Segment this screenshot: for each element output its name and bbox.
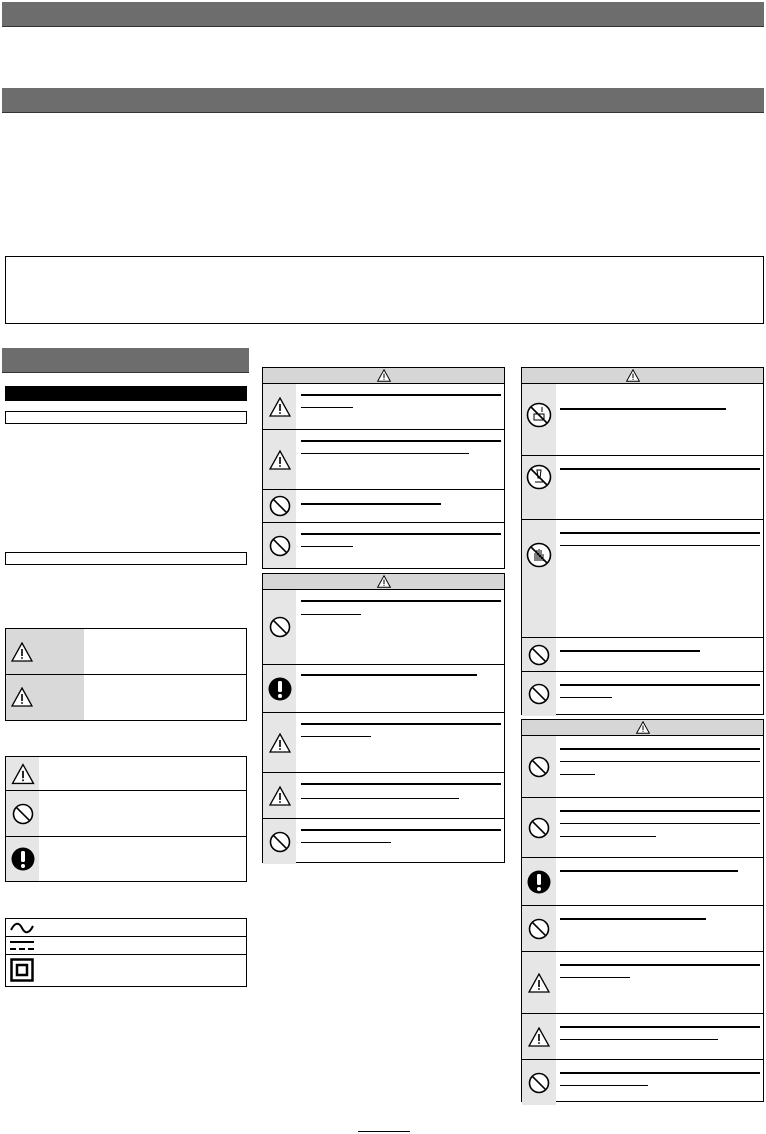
icon-cell — [522, 906, 556, 951]
underline-rule — [560, 870, 738, 872]
warning-triangle-icon — [269, 397, 291, 417]
icon-cell — [263, 430, 296, 489]
dc-symbol-icon — [9, 939, 35, 953]
caution-panel-1 — [262, 573, 505, 863]
prohibition-circle-icon — [269, 535, 291, 557]
symbol-row-double-insulation — [6, 955, 246, 986]
symbol-table — [5, 756, 247, 882]
no-touch-hand-icon — [526, 542, 552, 568]
panel-header — [522, 720, 763, 736]
underline-rule — [560, 1072, 760, 1074]
symbol-row-ac — [6, 919, 246, 937]
icon-cell — [522, 672, 556, 716]
underline-rule — [301, 440, 501, 442]
underline-rule — [560, 532, 760, 534]
underline-rule — [301, 723, 501, 725]
panel-header — [263, 368, 504, 384]
mandatory-exclamation-icon — [11, 847, 35, 871]
underline-rule — [301, 783, 501, 785]
warning-triangle-icon — [626, 369, 640, 382]
underline-rule — [560, 1085, 648, 1086]
warning-triangle-icon — [11, 763, 35, 784]
icon-cell — [263, 665, 296, 712]
underline-rule — [301, 842, 391, 843]
panel-row — [522, 736, 763, 798]
icon-cell — [263, 773, 296, 818]
panel-row — [522, 1014, 763, 1060]
prohibition-circle-icon — [269, 616, 291, 638]
underline-rule — [301, 394, 501, 396]
underline-rule — [560, 545, 760, 546]
underline-rule — [301, 614, 361, 615]
signal-row-warning — [6, 629, 246, 675]
signal-word-table — [5, 628, 247, 721]
symbol-row-mandatory — [6, 837, 246, 881]
panel-row — [263, 819, 504, 864]
panel-row — [263, 773, 504, 819]
icon-cell — [522, 952, 556, 1013]
underline-rule — [560, 823, 760, 824]
symbol-row-prohibition — [6, 791, 246, 837]
double-insulation-icon — [10, 958, 34, 982]
panel-header — [522, 368, 763, 384]
prohibition-circle-icon — [528, 756, 550, 778]
icon-cell — [263, 490, 296, 522]
icon-cell — [263, 590, 296, 664]
subheading-box-2 — [5, 552, 247, 565]
panel-row — [522, 456, 763, 520]
panel-row — [522, 1060, 763, 1105]
underline-rule — [560, 810, 760, 812]
panel-row — [263, 523, 504, 568]
signal-label-cell — [6, 629, 84, 674]
safety-black-bar — [5, 386, 247, 401]
panel-row — [263, 384, 504, 430]
prohibition-circle-icon — [12, 803, 34, 825]
underline-rule — [301, 600, 501, 602]
underline-rule — [560, 761, 760, 762]
subheading-box-1 — [5, 411, 247, 424]
no-water-icon — [526, 402, 552, 428]
underline-rule — [560, 697, 612, 698]
warning-triangle-icon — [528, 973, 550, 993]
underline-rule — [560, 1026, 760, 1028]
panel-row — [522, 638, 763, 672]
warning-triangle-icon — [636, 721, 650, 734]
warning-panel-2 — [521, 367, 764, 715]
underline-rule — [301, 407, 353, 408]
prohibition-circle-icon — [528, 1072, 550, 1094]
icon-cell — [6, 837, 39, 881]
panel-row — [522, 858, 763, 906]
underline-rule — [301, 546, 353, 547]
underline-rule — [560, 977, 630, 978]
warning-triangle-icon — [11, 642, 33, 662]
underline-rule — [301, 736, 371, 737]
warning-triangle-icon — [528, 1027, 550, 1047]
warning-triangle-icon — [377, 369, 391, 382]
warning-triangle-icon — [269, 733, 291, 753]
icon-cell — [522, 1014, 556, 1059]
icon-cell — [522, 520, 556, 637]
underline-rule — [560, 748, 760, 750]
underline-rule — [560, 650, 700, 652]
panel-row — [522, 906, 763, 952]
warning-triangle-icon — [11, 687, 33, 707]
panel-row — [263, 590, 504, 665]
panel-row — [263, 430, 504, 490]
panel-row — [263, 490, 504, 523]
caution-panel-2 — [521, 719, 764, 1102]
warning-triangle-icon — [269, 450, 291, 470]
no-disassembly-icon — [526, 464, 552, 490]
prohibition-circle-icon — [528, 918, 550, 940]
underline-rule — [560, 684, 760, 686]
warning-panel-1 — [262, 367, 505, 569]
warning-triangle-icon — [269, 786, 291, 806]
electrical-symbol-table — [5, 918, 247, 987]
underline-rule — [560, 836, 656, 837]
page-number-rule — [358, 1131, 410, 1132]
icon-cell — [522, 1060, 556, 1105]
underline-rule — [301, 798, 459, 799]
panel-row — [263, 713, 504, 773]
prohibition-circle-icon — [269, 831, 291, 853]
panel-row — [263, 665, 504, 713]
panel-row — [522, 520, 763, 638]
underline-rule — [301, 533, 501, 535]
underline-rule — [301, 829, 501, 831]
icon-cell — [263, 384, 296, 429]
icon-cell — [522, 384, 556, 455]
underline-rule — [301, 503, 441, 505]
ac-symbol-icon — [9, 921, 35, 935]
icon-cell — [522, 858, 556, 905]
icon-cell — [263, 523, 296, 568]
top-header-bar — [2, 2, 764, 27]
panel-row — [522, 384, 763, 456]
icon-cell — [522, 736, 556, 797]
signal-row-caution — [6, 675, 246, 720]
icon-cell — [522, 798, 556, 857]
underline-rule — [560, 964, 760, 966]
prohibition-circle-icon — [269, 495, 291, 517]
underline-rule — [301, 453, 469, 454]
section-header-bar — [2, 88, 764, 113]
prohibition-circle-icon — [528, 644, 550, 666]
notice-box — [5, 256, 764, 324]
underline-rule — [301, 674, 477, 676]
panel-row — [522, 672, 763, 716]
underline-rule — [560, 1039, 718, 1040]
symbol-row-dc — [6, 937, 246, 955]
icon-cell — [263, 713, 296, 772]
signal-label-cell — [6, 675, 84, 720]
icon-cell — [6, 757, 39, 790]
panel-header — [263, 574, 504, 590]
prohibition-circle-icon — [528, 683, 550, 705]
symbol-row-warning — [6, 757, 246, 791]
icon-cell — [263, 819, 296, 864]
panel-row — [522, 798, 763, 858]
underline-rule — [560, 918, 706, 920]
icon-cell — [522, 456, 556, 519]
underline-rule — [560, 408, 726, 410]
prohibition-circle-icon — [528, 817, 550, 839]
safety-section-header — [2, 348, 249, 373]
mandatory-exclamation-icon — [527, 870, 551, 894]
mandatory-exclamation-icon — [268, 677, 292, 701]
icon-cell — [522, 638, 556, 671]
underline-rule — [560, 468, 760, 470]
icon-cell — [6, 791, 39, 836]
panel-row — [522, 952, 763, 1014]
underline-rule — [560, 774, 595, 775]
warning-triangle-icon — [377, 575, 391, 588]
